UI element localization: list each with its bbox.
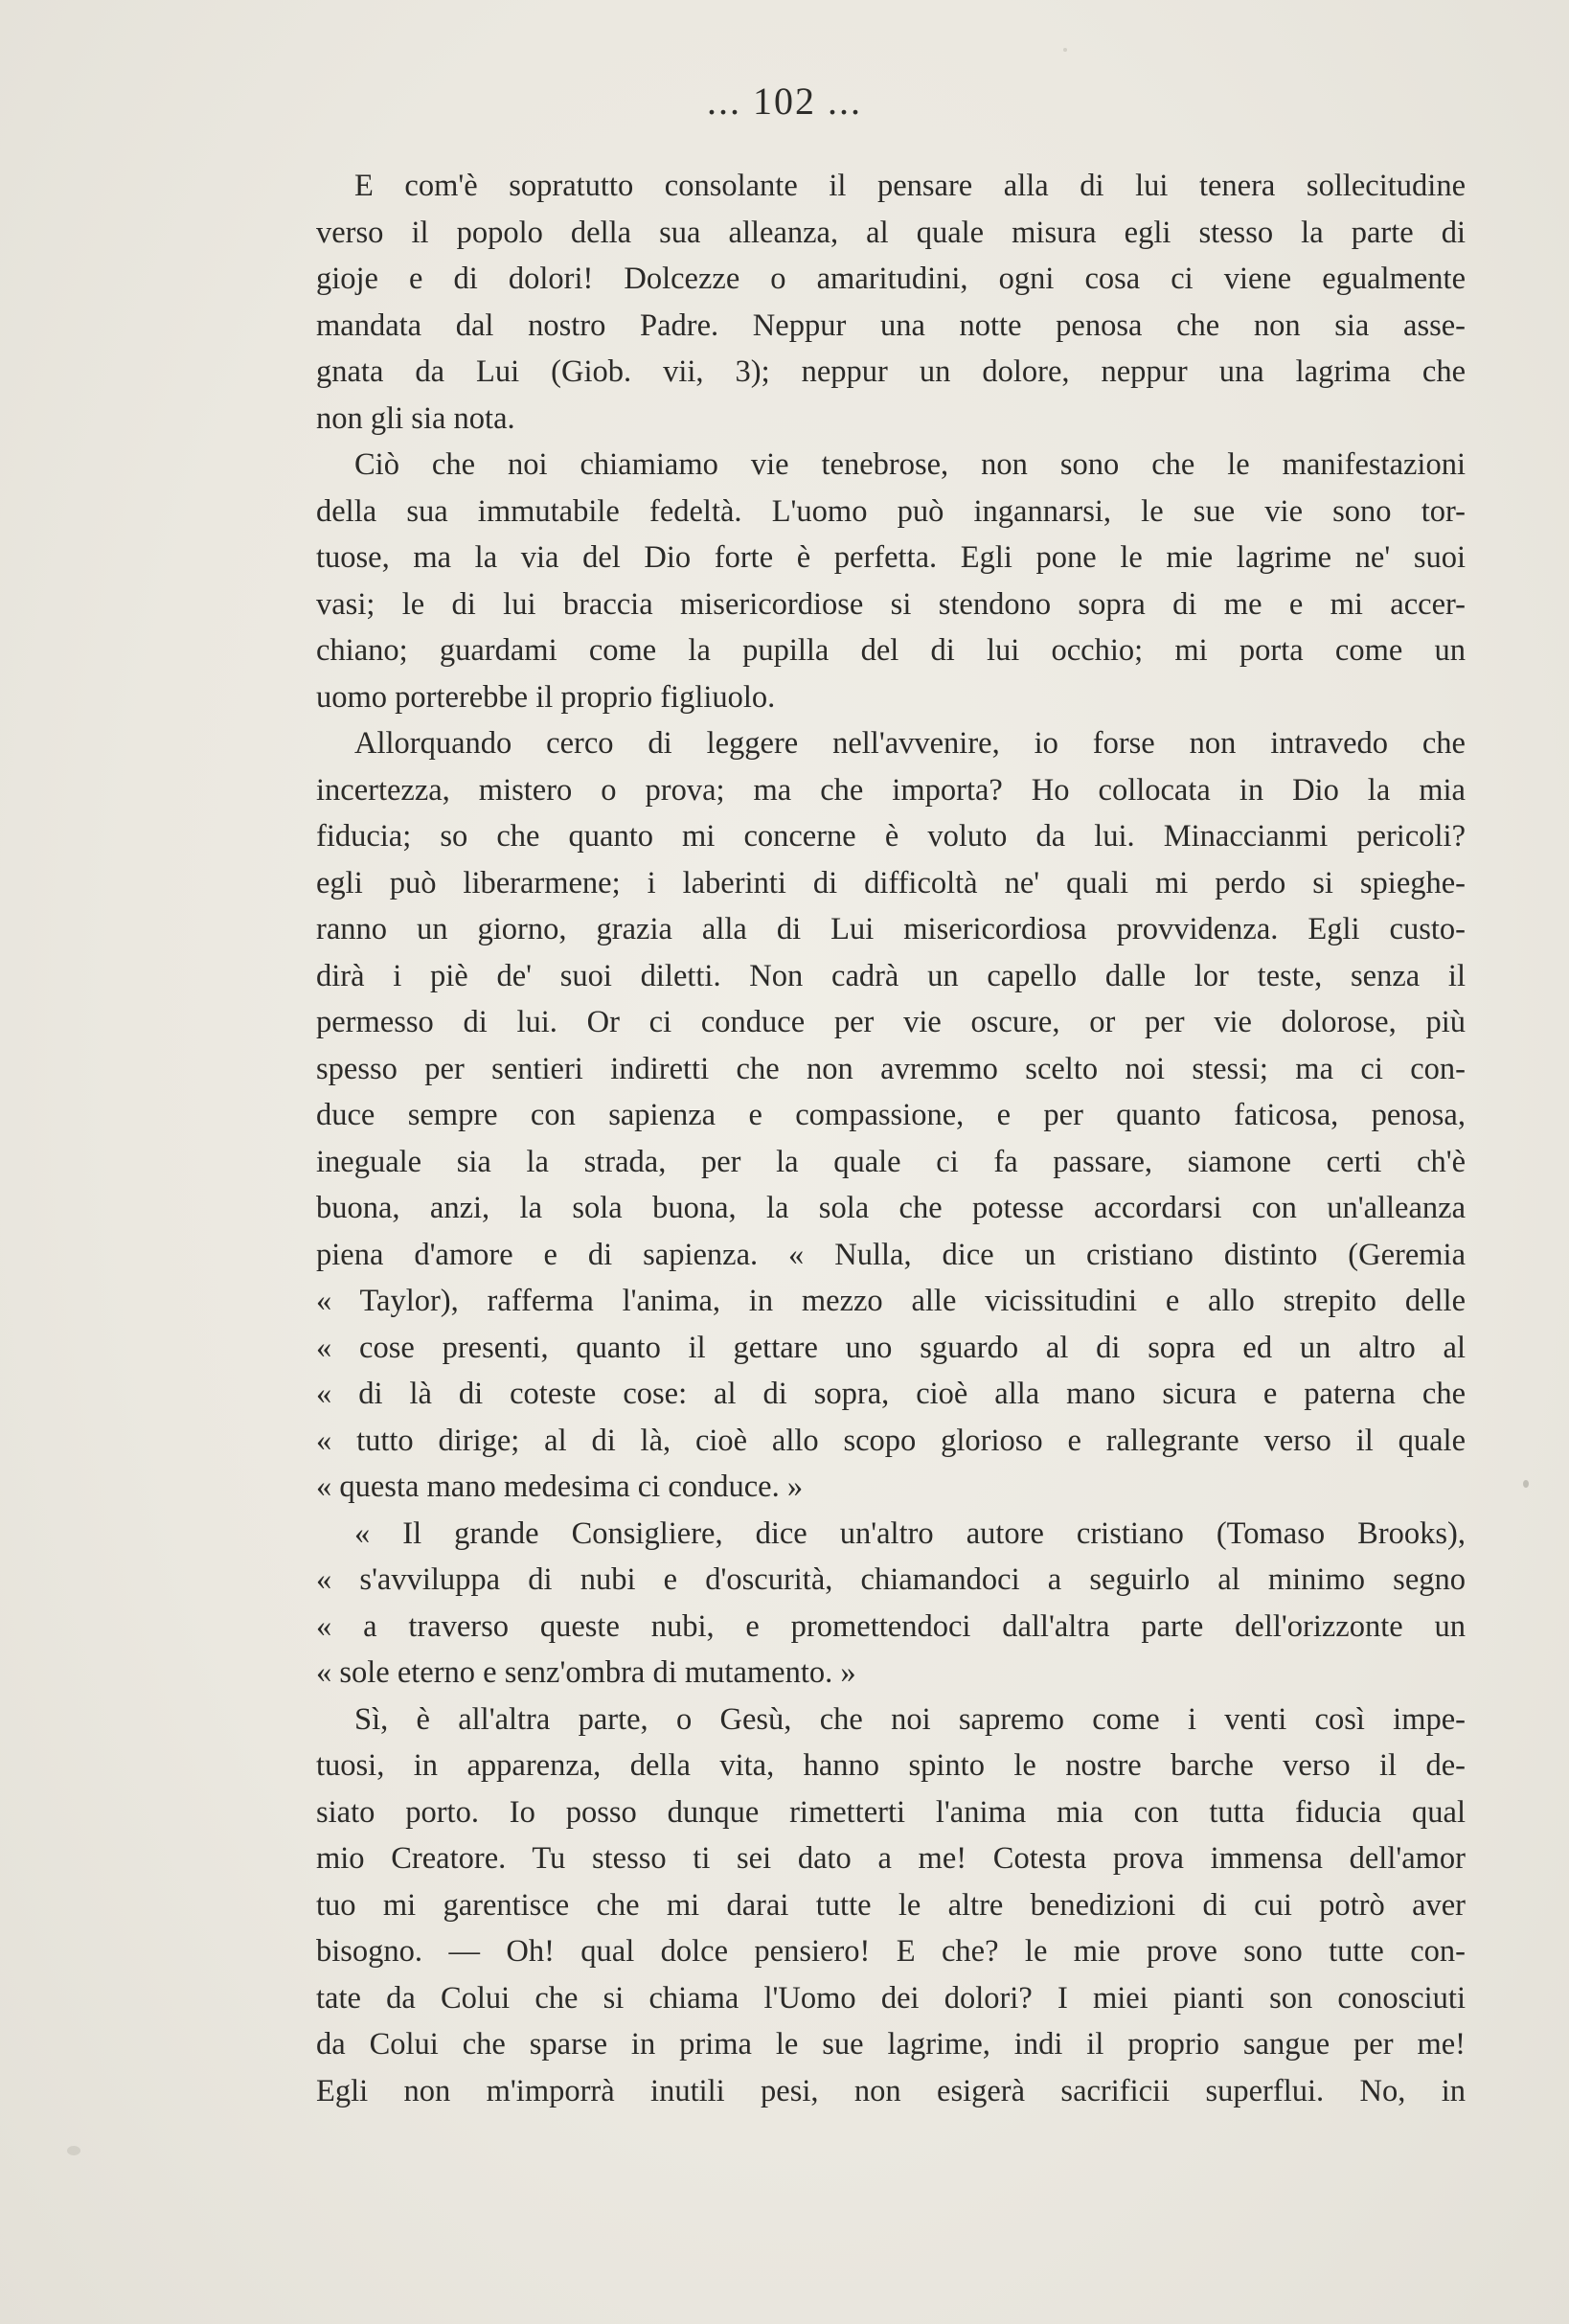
text-line: tuo mi garentisce che mi darai tutte le altre benedizioni di cui potrò aver [316,1887,1466,1923]
text-line: bisogno. — Oh! qual dolce pensiero! E che? le mie prove sono tutte con- [316,1934,1466,1969]
text-line: piena d'amore e di sapienza. « Nulla, dice un cristiano distinto (Geremia [316,1237,1466,1272]
paper-speck [67,2146,80,2155]
text-line: vasi; le di lui braccia misericordiose si stendono sopra di me e mi accer- [316,586,1466,622]
text-line: uomo porterebbe il proprio figliuolo. [316,679,776,715]
text-line: duce sempre con sapienza e compassione, e per quanto faticosa, penosa, [316,1098,1466,1132]
text-line: « questa mano medesima ci conduce. » [316,1470,804,1504]
paper-speck [1063,48,1067,52]
text-line: ranno un giorno, grazia alla di Lui misericordiosa provvidenza. Egli custo- [316,912,1466,946]
body-text [316,163,1466,2114]
text-line: « s'avviluppa di nubi e d'oscurità, chiamandoci a seguirlo al minimo segno [316,1562,1466,1597]
text-line: « a traverso queste nubi, e promettendoci dall'altra parte dell'orizzonte un [316,1608,1466,1644]
text-line: egli può liberarmene; i laberinti di difficoltà ne' quali mi perdo si spieghe- [316,865,1466,900]
text-line: da Colui che sparse in prima le sue lagrime, indi il proprio sangue per me! [316,2027,1466,2062]
text-line: Sì, è all'altra parte, o Gesù, che noi sapremo come i venti così impe- [354,1701,1466,1737]
text-line: Allorquando cerco di leggere nell'avvenire, io forse non intravedo che [354,726,1466,761]
text-line: « cose presenti, quanto il gettare uno sguardo al di sopra ed un altro al [316,1330,1466,1365]
text-line: « sole eterno e senz'ombra di mutamento. » [316,1655,856,1690]
text-line: « Il grande Consigliere, dice un'altro autore cristiano (Tomaso Brooks), [354,1515,1466,1551]
paragraph-1 [316,163,1466,442]
text-line: tuose, ma la via del Dio forte è perfetta. Egli pone le mie lagrime ne' suoi [316,540,1466,575]
paragraph-3 [316,720,1466,1511]
text-line: fiducia; so che quanto mi concerne è voluto da lui. Minaccianmi pericoli? [316,819,1466,854]
text-line: « tutto dirige; al di là, cioè allo scopo glorioso e rallegrante verso il quale [316,1423,1466,1458]
text-line: verso il popolo della sua alleanza, al quale misura egli stesso la parte di [316,215,1466,250]
text-line: siato porto. Io posso dunque rimetterti l'anima mia con tutta fiducia qual [316,1794,1466,1830]
text-line: E com'è sopratutto consolante il pensare alla di lui tenera sollecitudine [354,169,1466,203]
text-line: incertezza, mistero o prova; ma che importa? Ho collocata in Dio la mia [316,772,1466,808]
text-line: buona, anzi, la sola buona, la sola che potesse accordarsi con un'alleanza [316,1191,1466,1225]
text-line: ineguale sia la strada, per la quale ci fa passare, siamone certi ch'è [316,1144,1466,1179]
page-number: ... 102 ... [707,80,862,123]
text-line: della sua immutabile fedeltà. L'uomo può ingannarsi, le sue vie sono tor- [316,493,1466,529]
text-line: « Taylor), rafferma l'anima, in mezzo alle vicissitudini e allo strepito delle [316,1284,1466,1318]
paper-speck [1523,1480,1529,1488]
paragraph-5 [316,1697,1466,2115]
text-line: gioje e di dolori! Dolcezze o amaritudini, ogni cosa ci viene egualmente [316,262,1466,296]
text-line: mandata dal nostro Padre. Neppur una notte penosa che non sia asse- [316,308,1466,343]
text-line: dirà i piè de' suoi diletti. Non cadrà un capello dalle lor teste, senza il [316,958,1466,993]
text-line: gnata da Lui (Giob. vii, 3); neppur un dolore, neppur una lagrima che [316,354,1466,389]
text-line: mio Creatore. Tu stesso ti sei dato a me! Cotesta prova immensa dell'amor [316,1841,1466,1876]
text-line: tate da Colui che si chiama l'Uomo dei dolori? I miei pianti son conosciuti [316,1980,1466,2016]
text-line: tuosi, in apparenza, della vita, hanno spinto le nostre barche verso il de- [316,1748,1466,1783]
paragraph-4 [316,1511,1466,1697]
text-line: Ciò che noi chiamiamo vie tenebrose, non sono che le manifestazioni [354,447,1466,482]
text-line: chiano; guardami come la pupilla del di lui occhio; mi porta come un [316,633,1466,668]
paragraph-2 [316,442,1466,720]
text-line: Egli non m'imporrà inutili pesi, non esigerà sacrificii superflui. No, in [316,2073,1466,2108]
text-line: « di là di coteste cose: al di sopra, cioè alla mano sicura e paterna che [316,1377,1466,1411]
text-line: permesso di lui. Or ci conduce per vie oscure, or per vie dolorose, più [316,1005,1466,1039]
text-line: spesso per sentieri indiretti che non avremmo scelto noi stessi; ma ci con- [316,1051,1466,1086]
text-line: non gli sia nota. [316,400,515,436]
